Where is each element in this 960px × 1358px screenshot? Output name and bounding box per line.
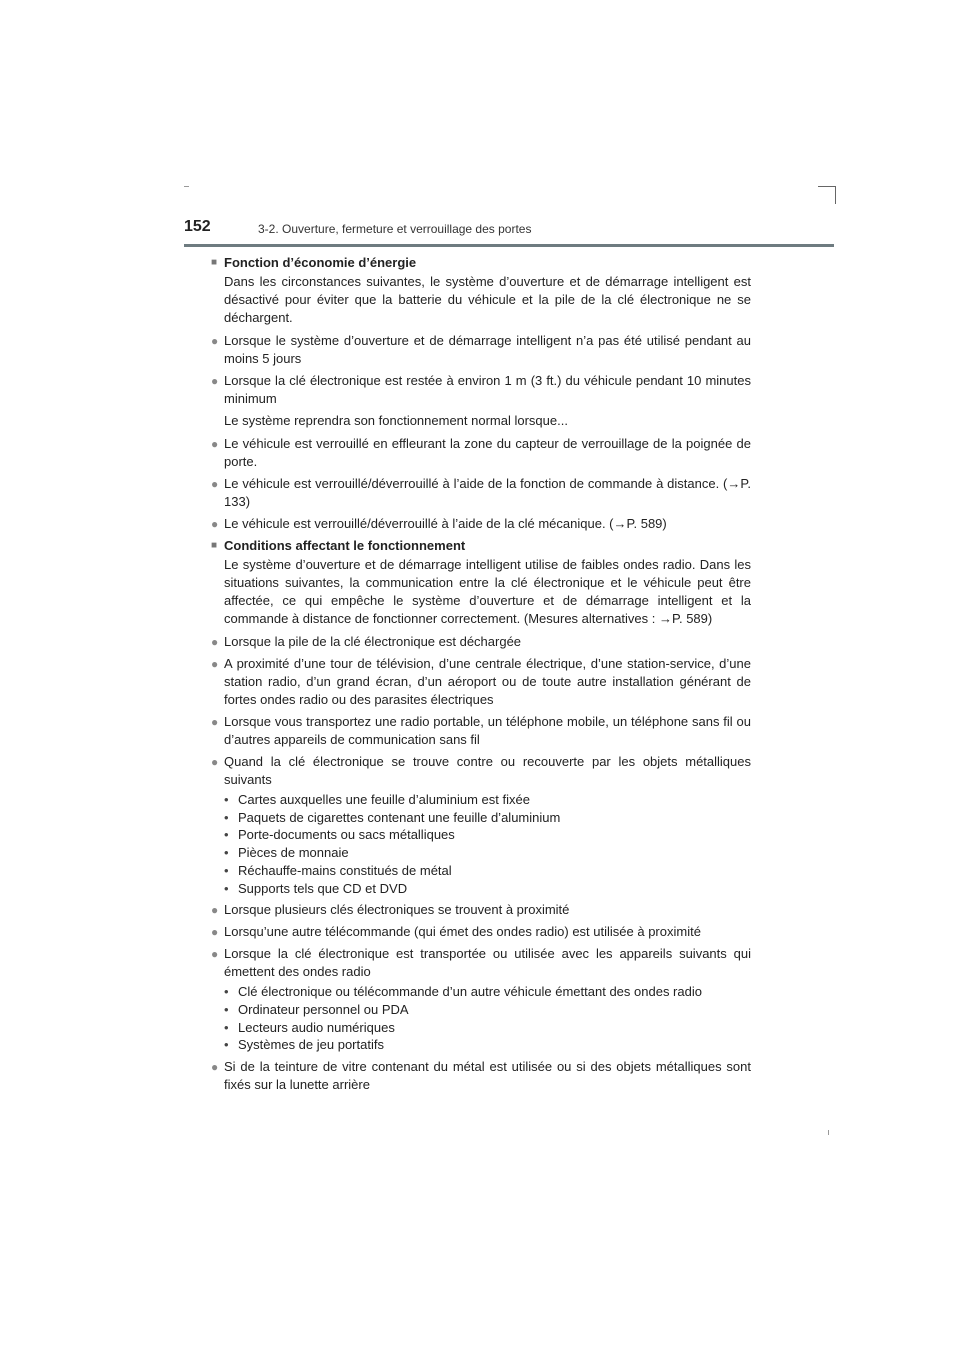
square-bullet-icon: ■ (211, 540, 218, 551)
circle-bullet-icon: ● (211, 1060, 219, 1075)
section-title: 3-2. Ouverture, fermeture et verrouillage des portes (258, 222, 532, 236)
list-item: ● Lorsque vous transportez une radio portable, un téléphone mobile, un téléphone sans fil ou d’autres appareils de communication sans fil (211, 714, 751, 747)
page-content (211, 254, 751, 1098)
circle-bullet-icon: ● (211, 437, 219, 451)
sub-list-item: • Réchauffe-mains constitués de métal (224, 862, 751, 880)
list-item: ● Le véhicule est verrouillé en effleurant la zone du capteur de verrouillage de la poignée de porte. (211, 436, 751, 469)
list-item: ● Lorsque la clé électronique est restée à environ 1 m (3 ft.) du véhicule pendant 10 minutes minimum (211, 373, 751, 406)
radio-devices-list (224, 983, 751, 1054)
list-item: ● Lorsque la pile de la clé électronique est déchargée (211, 634, 522, 649)
section-heading-energy: ■ Fonction d’économie d’énergie (211, 255, 417, 270)
sub-list-item: • Cartes auxquelles une feuille d’aluminium est fixée (224, 791, 751, 809)
list-item: ● Le véhicule est verrouillé/déverrouillé à l’aide de la fonction de commande à distance. (→P. 133) (211, 476, 751, 509)
sub-list-item: • Clé électronique ou télécommande d’un autre véhicule émettant des ondes radio (224, 983, 751, 1001)
circle-bullet-icon: ● (211, 517, 219, 531)
list-item: ● Quand la clé électronique se trouve contre ou recouverte par les objets métalliques suivants • Cartes auxquelles une feuille d’aluminium est fixée • Paquets de cigarettes contenant une feuille d’aluminium • Porte-documents ou sacs métalliques • Pièces de monnaie • Réchauffe-mains constitués de métal • Supports tels que CD et DVD (211, 753, 751, 897)
sub-list-item: • Lecteurs audio numériques (224, 1019, 751, 1037)
list-item: ● Lorsque la clé électronique est transportée ou utilisée avec les appareils suivants qui émettent des ondes radio • Clé électronique ou télécommande d’un autre véhicule émettant des ondes radio • Ordinateur personnel ou PDA • Lecteurs audio numériques • Systèmes de jeu portatifs (211, 945, 751, 1054)
header-rule (184, 244, 834, 247)
circle-bullet-icon: ● (211, 374, 219, 388)
circle-bullet-icon: ● (211, 947, 219, 962)
list-item: ● Lorsqu’une autre télécommande (qui émet des ondes radio) est utilisée à proximité (211, 924, 701, 940)
crop-mark-bottom-right (828, 1130, 829, 1135)
crop-mark-top-right (818, 186, 836, 204)
page-number: 152 (184, 218, 211, 235)
sub-list-item: • Paquets de cigarettes contenant une feuille d’aluminium (224, 809, 751, 827)
metal-objects-list (224, 791, 751, 897)
circle-bullet-icon: ● (211, 477, 219, 491)
sub-list-item: • Supports tels que CD et DVD (224, 880, 751, 898)
list-item: ● Lorsque plusieurs clés électroniques se trouvent à proximité (211, 902, 570, 918)
section-heading-conditions: ■ Conditions affectant le fonctionnement (211, 538, 466, 553)
circle-bullet-icon: ● (211, 334, 219, 348)
list-item: ● A proximité d’une tour de télévision, d’une centrale électrique, d’une station-service, d’une station radio, d’un grand écran, d’un aéroport ou de toute autre installation générant de fortes ondes radio ou des parasites électriques (211, 656, 751, 707)
list-item: ● Si de la teinture de vitre contenant du métal est utilisée ou si des objets métalliques sont fixés sur la lunette arrière (211, 1059, 751, 1093)
sub-list-item: • Pièces de monnaie (224, 844, 751, 862)
sub-list-item: • Porte-documents ou sacs métalliques (224, 826, 751, 844)
square-bullet-icon: ■ (211, 257, 218, 268)
sub-list-item: • Ordinateur personnel ou PDA (224, 1001, 751, 1019)
circle-bullet-icon: ● (211, 903, 219, 918)
paragraph: Le système d’ouverture et de démarrage intelligent utilise de faibles ondes radio. Dans les situations suivantes, la communication entre la clé électronique et le véhicule peut être affectée, ce qui empêche le système d’ouverture et de démarrage intelligent et la commande à distance de fonctionner correctement. (Mesures alternatives : →P. 589) (224, 557, 751, 626)
sub-list-item: • Systèmes de jeu portatifs (224, 1036, 751, 1054)
paragraph: Dans les circonstances suivantes, le système d’ouverture et de démarrage intelligent est désactivé pour éviter que la batterie du véhicule et la pile de la clé électronique ne se déchargent. (224, 274, 751, 325)
list-item: ● Le véhicule est verrouillé/déverrouillé à l’aide de la clé mécanique. (→P. 589) (211, 516, 667, 531)
circle-bullet-icon: ● (211, 635, 219, 649)
list-item: ● Lorsque le système d’ouverture et de démarrage intelligent n’a pas été utilisé pendant au moins 5 jours (211, 333, 751, 366)
circle-bullet-icon: ● (211, 925, 219, 940)
circle-bullet-icon: ● (211, 657, 219, 671)
paragraph: Le système reprendra son fonctionnement normal lorsque... (224, 413, 568, 428)
circle-bullet-icon: ● (211, 755, 219, 769)
crop-mark-top-left (184, 186, 189, 187)
circle-bullet-icon: ● (211, 715, 219, 729)
